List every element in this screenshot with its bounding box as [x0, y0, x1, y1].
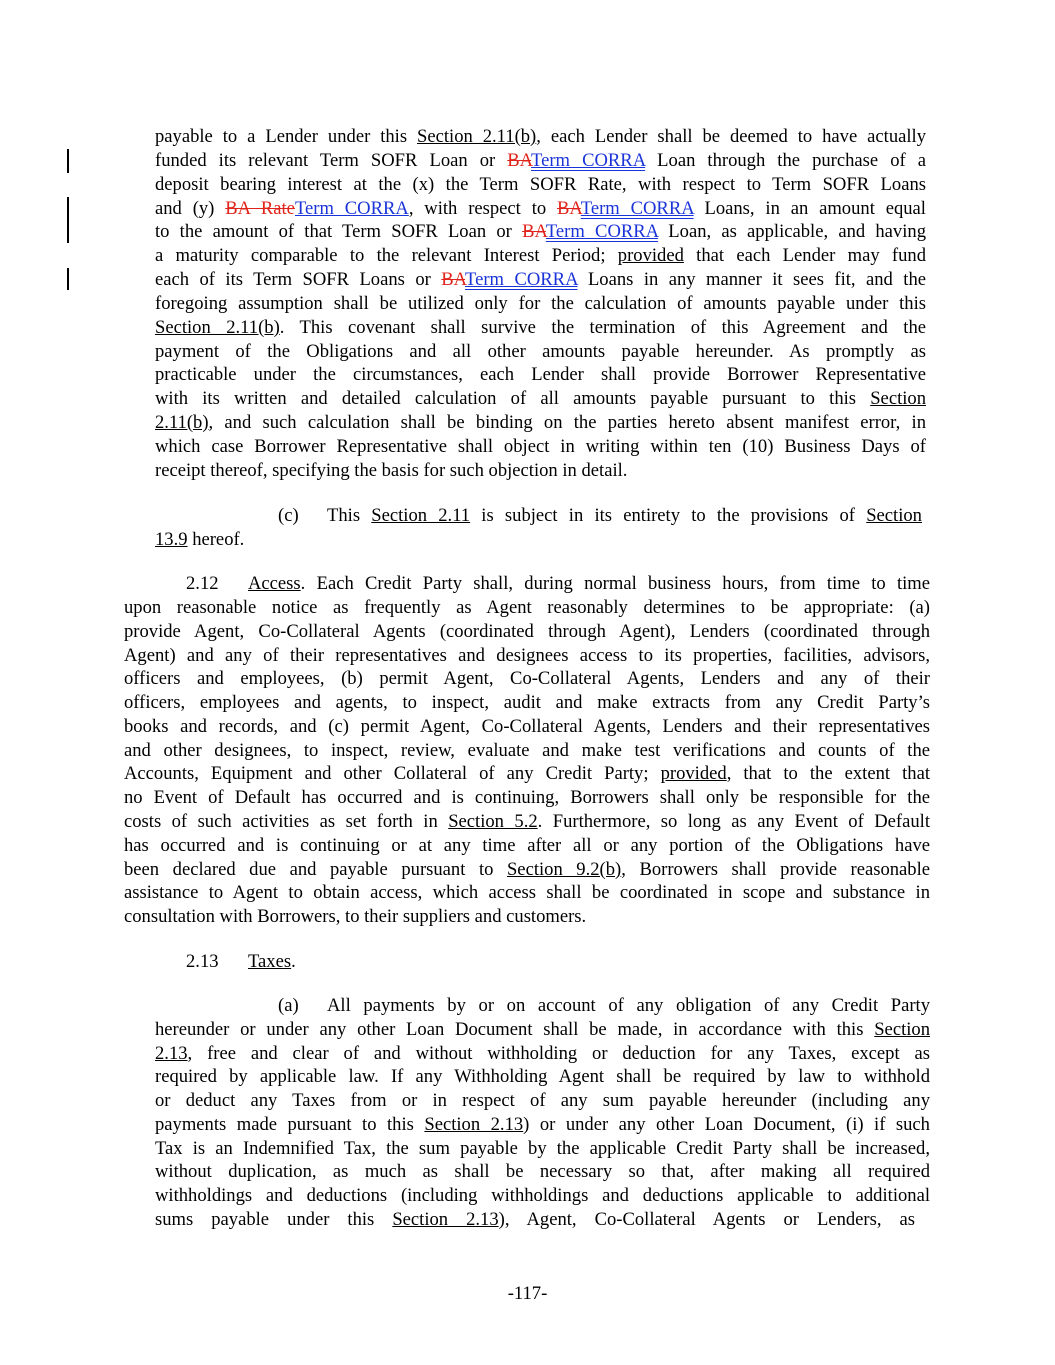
change-bar	[67, 197, 69, 243]
section-number: 2.12	[186, 573, 219, 594]
section-heading: Taxes	[248, 951, 292, 972]
deleted-text: BA	[441, 269, 466, 290]
section-reference[interactable]: Section 2.11	[371, 505, 471, 526]
section-heading: Access	[248, 573, 301, 594]
text-line: Accounts, Equipment and other Collateral of any Credit Party; provided, that to the extent that	[124, 763, 930, 784]
text-line: 2.13, free and clear of and without withholding or deduction for any Taxes, except as	[155, 1043, 930, 1064]
inserted-text: Term CORRA	[545, 221, 659, 242]
text-line: payments made pursuant to this Section 2.13) or under any other Loan Document, (i) if such	[155, 1114, 930, 1135]
section-reference[interactable]: Section 2.11(b)	[417, 126, 537, 147]
text-line: a maturity comparable to the relevant Interest Period; provided that each Lender may fund	[155, 245, 926, 266]
text-line: without duplication, as much as shall be necessary so that, after making all required	[155, 1161, 930, 1182]
text-line: withholdings and deductions (including withholdings and deductions applicable to additional	[155, 1185, 930, 1206]
section-reference[interactable]: Section 2.13	[424, 1114, 524, 1135]
text-line: with its written and detailed calculation of all amounts payable pursuant to this Section	[155, 388, 926, 409]
section-reference[interactable]: Section	[870, 388, 926, 409]
text-line: or deduct any Taxes from or in respect of any sum payable hereunder (including any	[155, 1090, 930, 1111]
text-line: been declared due and payable pursuant to Section 9.2(b), Borrowers shall provide reasonable	[124, 859, 931, 880]
text-line: which case Borrower Representative shall object in writing within ten (10) Business Days of	[155, 436, 926, 457]
text-line: All payments by or on account of any obligation of any Credit Party	[327, 995, 930, 1016]
text-line: hereunder or under any other Loan Document shall be made, in accordance with this Section	[155, 1019, 930, 1040]
section-reference[interactable]: Section 2.13	[392, 1209, 499, 1230]
text-line: funded its relevant Term SOFR Loan or BATerm CORRA Loan through the purchase of a	[155, 150, 926, 171]
deleted-text: BA	[557, 198, 581, 219]
section-reference[interactable]: Section	[874, 1019, 930, 1040]
text-line: payment of the Obligations and all other amounts payable hereunder. As promptly as	[155, 341, 926, 362]
deleted-text: BA Rate	[225, 198, 295, 219]
text-line: payable to a Lender under this Section 2.11(b), each Lender shall be deemed to have actually	[155, 126, 927, 147]
text-line: Access. Each Credit Party shall, during normal business hours, from time to time	[248, 573, 930, 594]
section-reference[interactable]: 13.9	[155, 529, 188, 550]
inserted-text: Term CORRA	[294, 198, 409, 219]
text-line: costs of such activities as set forth in Section 5.2. Furthermore, so long as any Event of Default	[124, 811, 930, 832]
deleted-text: BA	[522, 221, 546, 242]
text-line: each of its Term SOFR Loans or BATerm CORRA Loans in any manner it sees fit, and the	[155, 269, 926, 290]
text-line: 13.9 hereof.	[155, 529, 245, 550]
text-line: upon reasonable notice as frequently as Agent reasonably determines to be appropriate: (a)	[124, 597, 930, 618]
provided-term: provided	[617, 245, 684, 266]
text-line: This Section 2.11 is subject in its entirety to the provisions of Section	[327, 505, 922, 526]
section-reference[interactable]: 2.11(b)	[155, 412, 209, 433]
text-line: officers and employees, (b) permit Agent, Co-Collateral Agents, Lenders and any of their	[124, 668, 930, 689]
text-line: foregoing assumption shall be utilized only for the calculation of amounts payable under this	[155, 293, 926, 314]
text-line: sums payable under this Section 2.13), Agent, Co-Collateral Agents or Lenders, as	[155, 1209, 915, 1230]
inserted-text: Term CORRA	[531, 150, 646, 171]
change-bar	[67, 149, 69, 173]
text-line: deposit bearing interest at the (x) the Term SOFR Rate, with respect to Term SOFR Loans	[155, 174, 926, 195]
section-reference[interactable]: 2.13	[155, 1043, 188, 1064]
section-heading-line: Taxes.	[248, 951, 296, 972]
section-reference[interactable]: Section	[866, 505, 922, 526]
section-reference[interactable]: Section 5.2	[448, 811, 538, 832]
text-line: 2.11(b), and such calculation shall be binding on the parties hereto absent manifest error, in	[155, 412, 926, 433]
text-line: and other designees, to inspect, review, evaluate and make test verifications and counts of the	[124, 740, 930, 761]
text-line: books and records, and (c) permit Agent, Co-Collateral Agents, Lenders and their representatives	[124, 716, 930, 737]
text-line: required by applicable law. If any Withholding Agent shall be required by law to withhold	[155, 1066, 930, 1087]
text-line: and (y) BA RateTerm CORRA, with respect to BATerm CORRA Loans, in an amount equal	[155, 198, 926, 219]
deleted-text: BA	[507, 150, 532, 171]
text-line: consultation with Borrowers, to their suppliers and customers.	[124, 906, 587, 927]
text-line: has occurred and is continuing or at any time after all or any portion of the Obligations have	[124, 835, 930, 856]
text-line: receipt thereof, specifying the basis for such objection in detail.	[155, 460, 628, 481]
page-number: -117-	[507, 1283, 548, 1304]
section-reference[interactable]: Section 9.2(b)	[506, 859, 622, 880]
subsection-label: (c)	[278, 505, 299, 526]
subsection-label: (a)	[278, 995, 299, 1016]
text-line: officers, employees and agents, to inspect, audit and make extracts from any Credit Party’s	[124, 692, 930, 713]
text-line: no Event of Default has occurred and is continuing, Borrowers shall only be responsible for the	[124, 787, 930, 808]
text-line: assistance to Agent to obtain access, which access shall be coordinated in scope and substance in	[124, 882, 930, 903]
text-line: practicable under the circumstances, each Lender shall provide Borrower Representative	[155, 364, 926, 385]
change-bar	[67, 268, 69, 290]
inserted-text: Term CORRA	[465, 269, 578, 290]
text-line: Section 2.11(b). This covenant shall survive the termination of this Agreement and the	[155, 317, 927, 338]
section-reference[interactable]: Section 2.11(b)	[155, 317, 280, 338]
text-line: provide Agent, Co-Collateral Agents (coordinated through Agent), Lenders (coordinated through	[124, 621, 930, 642]
text-line: to the amount of that Term SOFR Loan or BATerm CORRA Loan, as applicable, and having	[155, 221, 926, 242]
provided-term: provided	[660, 763, 727, 784]
inserted-text: Term CORRA	[580, 198, 694, 219]
text-line: Agent) and any of their representatives and designees access to its properties, facilities, advisors,	[124, 645, 930, 666]
text-line: Tax is an Indemnified Tax, the sum payable by the applicable Credit Party shall be increased,	[155, 1138, 930, 1159]
section-number: 2.13	[186, 951, 219, 972]
